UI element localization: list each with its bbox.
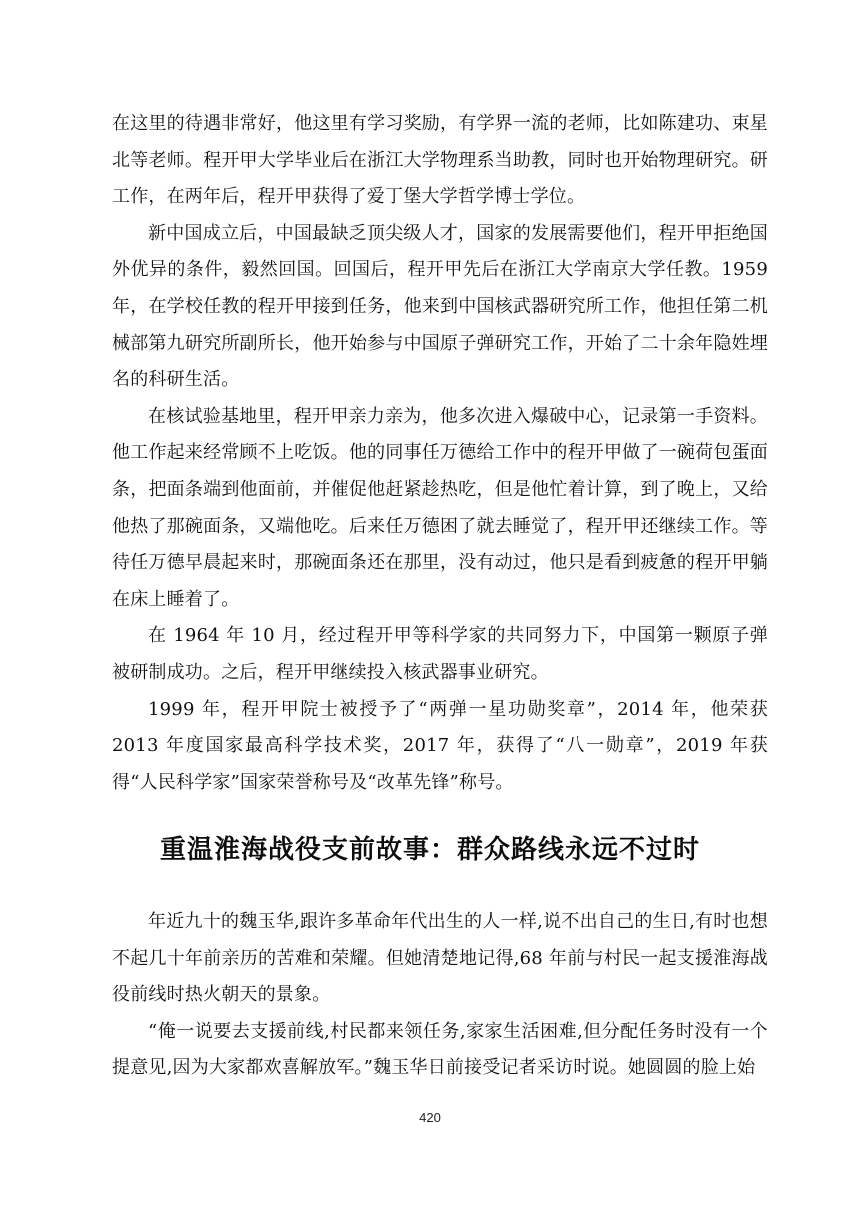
paragraph-test-base: 在核试验基地里，程开甲亲力亲为，他多次进入爆破中心，记录第一手资料。他工作起来经常顾不上吃饭。他的同事任万德给工作中的程开甲做了一碗荷包蛋面条，把面条端到他面前，并催促他赶紧趁热吃，但是他忙着计算，到了晚上，又给他热了那碗面条，又端他吃。后来任万德困了就去睡觉了，程开甲还继续工作。等待任万德早晨起来时，那碗面条还在那里，没有动过，他只是看到疲惫的程开甲躺在床上睡着了。 xyxy=(112,405,768,610)
section-body-2 xyxy=(112,904,768,1087)
page-number: 420 xyxy=(419,1110,441,1125)
paragraph-wei-yuhua: 年近九十的魏玉华,跟许多革命年代出生的人一样,说不出自己的生日,有时也想不起几十年前亲历的苦难和荣耀。但她清楚地记得,68 年前与村民一起支援淮海战役前线时热火朝天的景象。 xyxy=(112,911,768,1006)
paragraph-honors: 1999 年，程开甲院士被授予了“两弹一星功勋奖章”，2014 年，他荣获 2013 年度国家最高科学技术奖，2017 年，获得了“八一勋章”，2019 年获得“人民科学家”国家荣誉称号及“改革先锋”称号。 xyxy=(112,698,768,793)
paragraph-atomic-bomb: 在 1964 年 10 月，经过程开甲等科学家的共同努力下，中国第一颗原子弹被研制成功。之后，程开甲继续投入核武器事业研究。 xyxy=(112,625,768,683)
section-body-1 xyxy=(112,106,768,801)
paragraph-return-to-china: 新中国成立后，中国最缺乏顶尖级人才，国家的发展需要他们，程开甲拒绝国外优异的条件，毅然回国。回国后，程开甲先后在浙江大学南京大学任教。1959 年，在学校任教的程开甲接到任务，他来到中国核武器研究所工作，他担任第二机械部第九研究所副所长，他开始参与中国原子弹研究工作，开始了二十余年隐姓埋名的科研生活。 xyxy=(112,222,768,391)
section-title: 重温淮海战役支前故事：群众路线永远不过时 xyxy=(159,835,700,865)
paragraph-quote: “俺一说要去支援前线,村民都来领任务,家家生活困难,但分配任务时没有一个提意见,因为大家都欢喜解放军。”魏玉华日前接受记者采访时说。她圆圆的脸上始 xyxy=(112,1020,768,1079)
paragraph-continuation: 在这里的待遇非常好，他这里有学习奖励，有学界一流的老师，比如陈建功、束星北等老师。程开甲大学毕业后在浙江大学物理系当助教，同时也开始物理研究。研工作，在两年后，程开甲获得了爱丁堡大学哲学博士学位。 xyxy=(112,113,768,208)
